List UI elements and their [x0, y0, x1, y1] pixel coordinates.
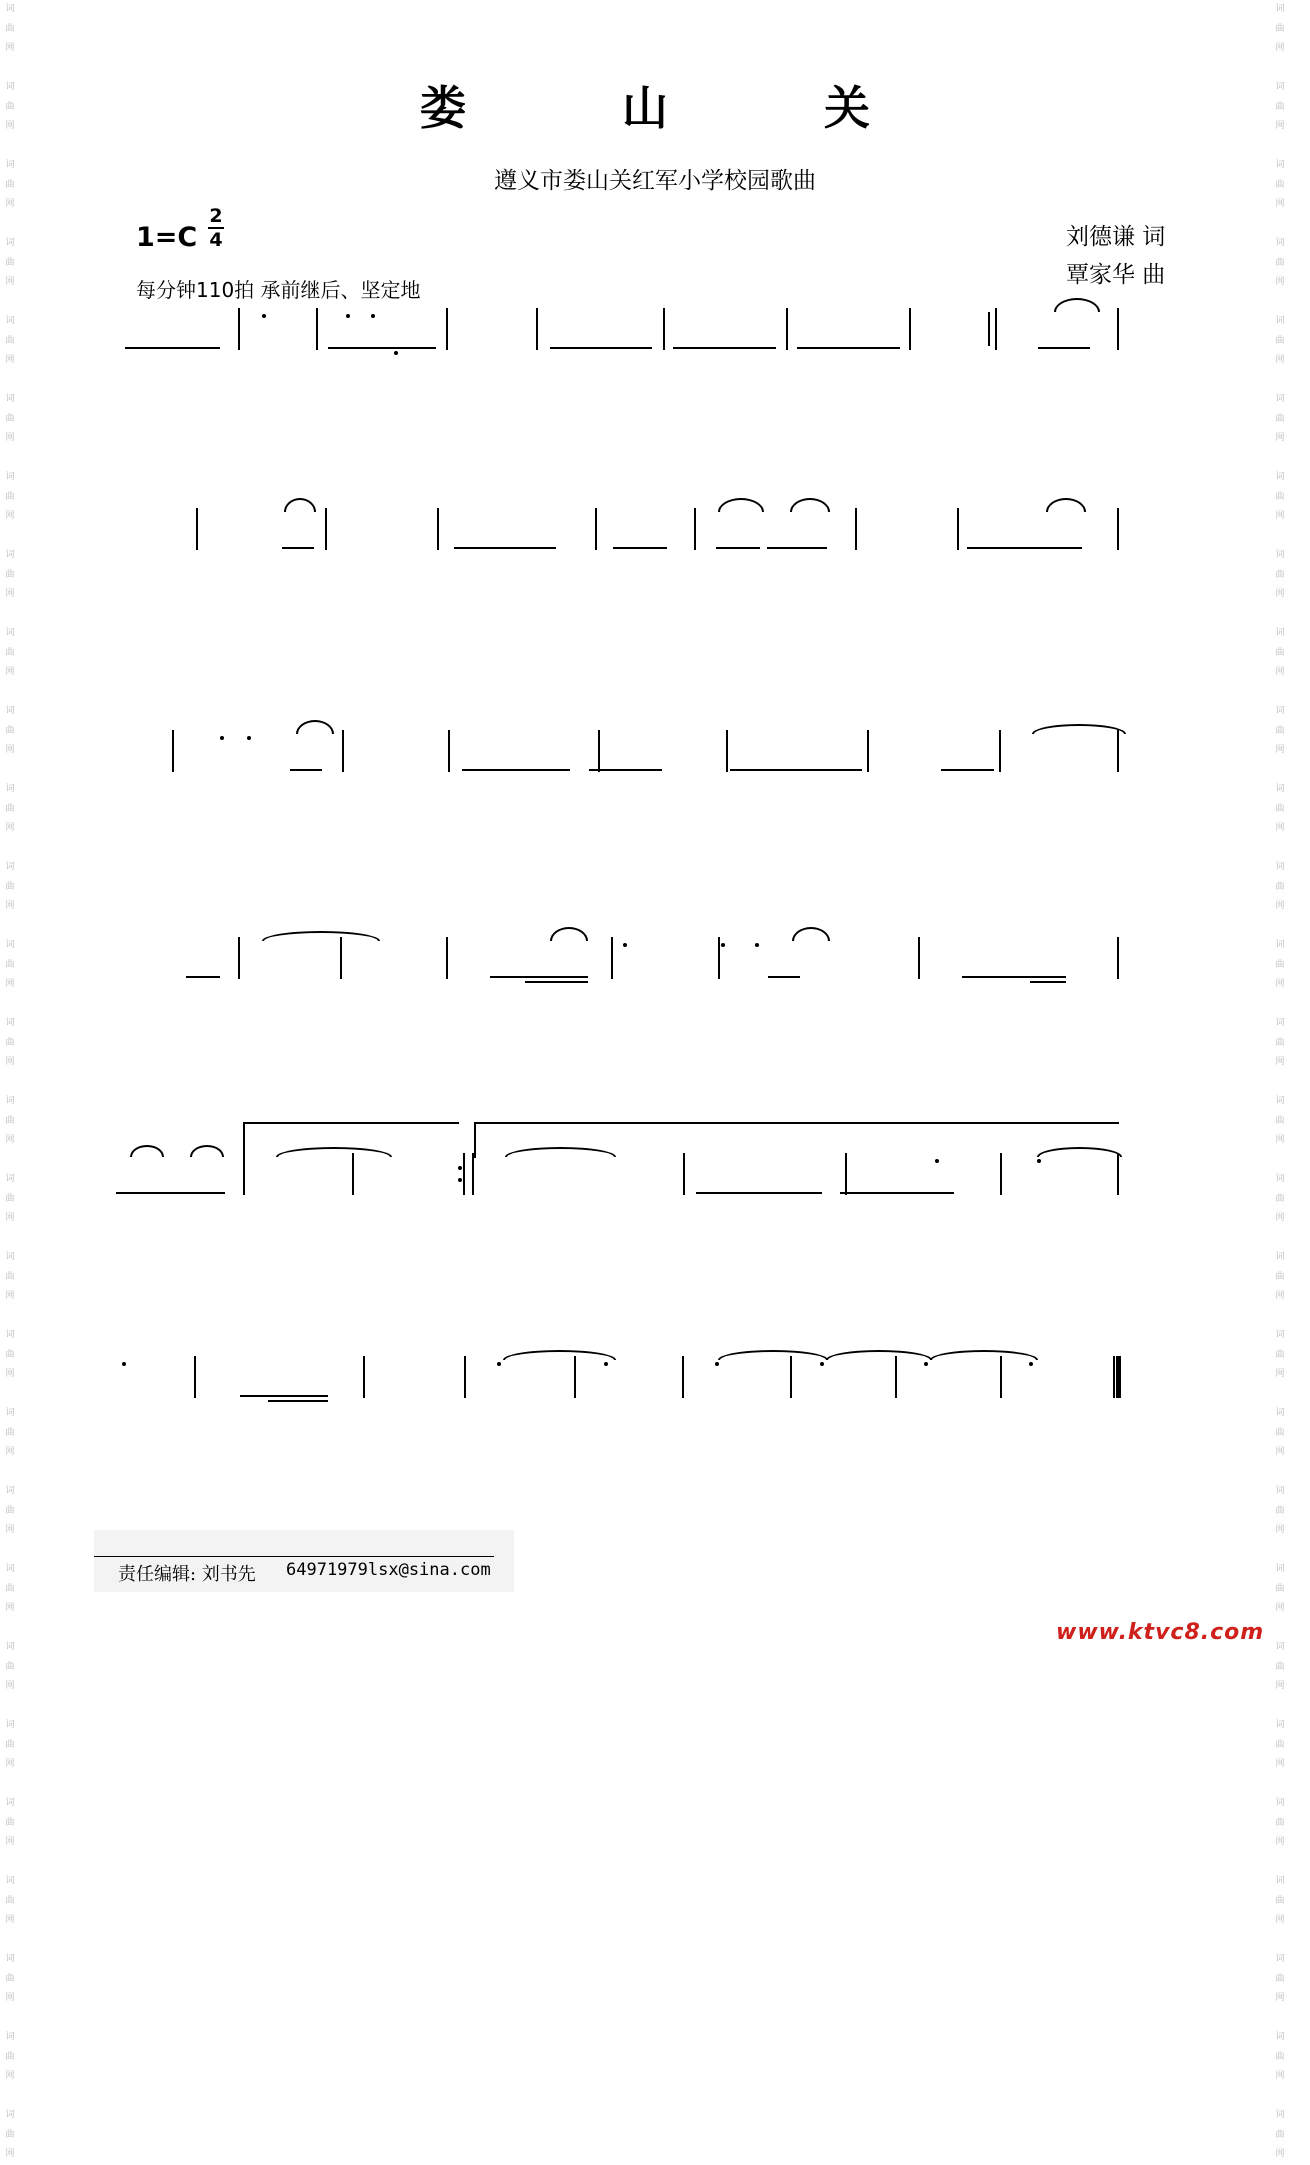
barline	[957, 508, 959, 550]
underline-beam	[613, 547, 667, 549]
barline	[909, 308, 911, 350]
barline	[895, 1356, 897, 1398]
tie-slur	[1046, 498, 1086, 512]
side-watermark-right: 词 曲 网 词 曲 网 词 曲 网 词 曲 网 词 曲 网 词 曲 网 词 曲 网 词 曲 网 词 曲 网 词 曲 网 词 曲 网 词 曲 网 词 曲 网 词 曲 网 词 曲 网 词 曲 网 词 曲 网 词 曲 网 词 曲 网 词 曲 网 词 曲 网 词 曲 网 词 曲 网 词 曲 网 词 曲 网 词 曲 网 词 曲 网 词 曲 网	[1275, 4, 1285, 2159]
barline	[1113, 1356, 1115, 1398]
barline	[999, 730, 1001, 772]
barline	[363, 1356, 365, 1398]
underline-beam	[797, 347, 900, 349]
underline-beam	[240, 1395, 328, 1397]
barline	[1117, 1153, 1119, 1195]
time-signature	[208, 206, 224, 250]
barline	[574, 1356, 576, 1398]
song-title: 娄 山 关	[419, 81, 941, 135]
underline-beam	[840, 1192, 954, 1194]
octave-dot	[755, 943, 759, 947]
site-watermark: www.ktvc8.com	[1056, 1620, 1265, 1645]
underline-beam	[730, 769, 862, 771]
tie-slur	[1032, 724, 1126, 734]
barline	[718, 937, 720, 979]
underline-beam	[186, 976, 220, 978]
song-subtitle: 遵义市娄山关红军小学校园歌曲	[494, 168, 816, 194]
barline	[694, 508, 696, 550]
tie-slur	[262, 931, 380, 941]
barline	[855, 508, 857, 550]
underline-beam	[290, 769, 322, 771]
underline-beam	[525, 981, 588, 983]
underline-beam	[941, 769, 994, 771]
final-barline	[1116, 1356, 1121, 1398]
barline	[464, 1356, 466, 1398]
underline-beam	[696, 1192, 822, 1194]
underline-beam	[1030, 981, 1066, 983]
editor-credit: 责任编辑: 刘书先	[118, 1564, 256, 1585]
underline-beam	[268, 1400, 328, 1402]
barline	[437, 508, 439, 550]
editor-email: 64971979lsx@sina.com	[286, 1560, 491, 1580]
underline-beam	[673, 347, 776, 349]
barline	[194, 1356, 196, 1398]
barline	[595, 508, 597, 550]
barline	[463, 1153, 465, 1195]
side-watermark-left: 词 曲 网 词 曲 网 词 曲 网 词 曲 网 词 曲 网 词 曲 网 词 曲 网 词 曲 网 词 曲 网 词 曲 网 词 曲 网 词 曲 网 词 曲 网 词 曲 网 词 曲 网 词 曲 网 词 曲 网 词 曲 网 词 曲 网 词 曲 网 词 曲 网 词 曲 网 词 曲 网 词 曲 网 词 曲 网 词 曲 网 词 曲 网 词 曲 网	[5, 4, 15, 2159]
barline	[238, 308, 240, 350]
barline	[448, 730, 450, 772]
octave-dot	[604, 1362, 608, 1366]
tie-slur	[284, 498, 316, 512]
closing-bracket	[988, 312, 990, 346]
barline	[172, 730, 174, 772]
barline	[536, 308, 538, 350]
tie-slur	[296, 720, 334, 734]
underline-beam	[116, 1192, 225, 1194]
barline	[196, 508, 198, 550]
barline	[340, 937, 342, 979]
octave-dot	[262, 314, 266, 318]
barline	[683, 1153, 685, 1195]
barline	[918, 937, 920, 979]
barline	[867, 730, 869, 772]
tie-slur	[718, 1350, 828, 1360]
underline-beam	[550, 347, 652, 349]
tie-slur	[792, 927, 830, 941]
barline	[1000, 1153, 1002, 1195]
barline	[1117, 937, 1119, 979]
barline	[238, 937, 240, 979]
underline-beam	[962, 976, 1066, 978]
octave-dot	[394, 351, 398, 355]
tie-slur	[790, 498, 830, 512]
tie-slur	[503, 1350, 616, 1360]
barline	[1117, 508, 1119, 550]
time-signature-top: 2	[209, 205, 223, 227]
octave-dot	[497, 1362, 501, 1366]
underline-beam	[589, 769, 662, 771]
tie-slur	[550, 927, 588, 941]
underline-beam	[125, 347, 220, 349]
octave-dot	[1037, 1159, 1041, 1163]
underline-beam	[282, 547, 314, 549]
octave-dot	[122, 1362, 126, 1366]
barline	[726, 730, 728, 772]
barline	[845, 1153, 847, 1195]
barline	[786, 308, 788, 350]
key-signature: 1=C	[136, 222, 198, 253]
underline-beam	[462, 769, 570, 771]
time-signature-bottom: 4	[209, 229, 223, 251]
underline-beam	[768, 976, 800, 978]
barline	[472, 1153, 474, 1195]
octave-dot	[715, 1362, 719, 1366]
barline	[243, 1153, 245, 1195]
octave-dot	[623, 943, 627, 947]
underline-beam	[490, 976, 588, 978]
lyricist-credit: 刘德谦 词	[1066, 224, 1166, 250]
ending-bracket-1	[243, 1122, 459, 1158]
barline	[446, 937, 448, 979]
tie-slur	[718, 498, 764, 512]
barline	[352, 1153, 354, 1195]
barline	[325, 508, 327, 550]
barline	[1117, 730, 1119, 772]
octave-dot	[820, 1362, 824, 1366]
barline	[1000, 1356, 1002, 1398]
barline	[342, 730, 344, 772]
underline-beam	[967, 547, 1082, 549]
tie-slur	[130, 1145, 164, 1157]
ending-bracket-2	[474, 1122, 1119, 1158]
barline	[663, 308, 665, 350]
octave-dot	[220, 736, 224, 740]
barline	[1117, 308, 1119, 350]
barline	[598, 730, 600, 772]
underline-beam	[328, 347, 436, 349]
tie-slur	[826, 1350, 932, 1360]
barline	[446, 308, 448, 350]
editor-divider	[94, 1556, 494, 1557]
octave-dot	[247, 736, 251, 740]
underline-beam	[767, 547, 827, 549]
repeat-dot	[458, 1166, 462, 1170]
underline-beam	[716, 547, 760, 549]
tempo-marking: 每分钟110拍 承前继后、坚定地	[136, 278, 421, 302]
barline	[995, 308, 997, 350]
octave-dot	[346, 314, 350, 318]
octave-dot	[721, 943, 725, 947]
underline-beam	[1038, 347, 1090, 349]
octave-dot	[935, 1159, 939, 1163]
tie-slur	[930, 1350, 1038, 1360]
barline	[611, 937, 613, 979]
octave-dot	[371, 314, 375, 318]
tie-slur	[1054, 298, 1100, 312]
barline	[682, 1356, 684, 1398]
octave-dot	[1029, 1362, 1033, 1366]
tie-slur	[190, 1145, 224, 1157]
composer-credit: 覃家华 曲	[1066, 262, 1166, 288]
underline-beam	[454, 547, 556, 549]
barline	[790, 1356, 792, 1398]
repeat-dot	[458, 1178, 462, 1182]
barline	[316, 308, 318, 350]
octave-dot	[924, 1362, 928, 1366]
